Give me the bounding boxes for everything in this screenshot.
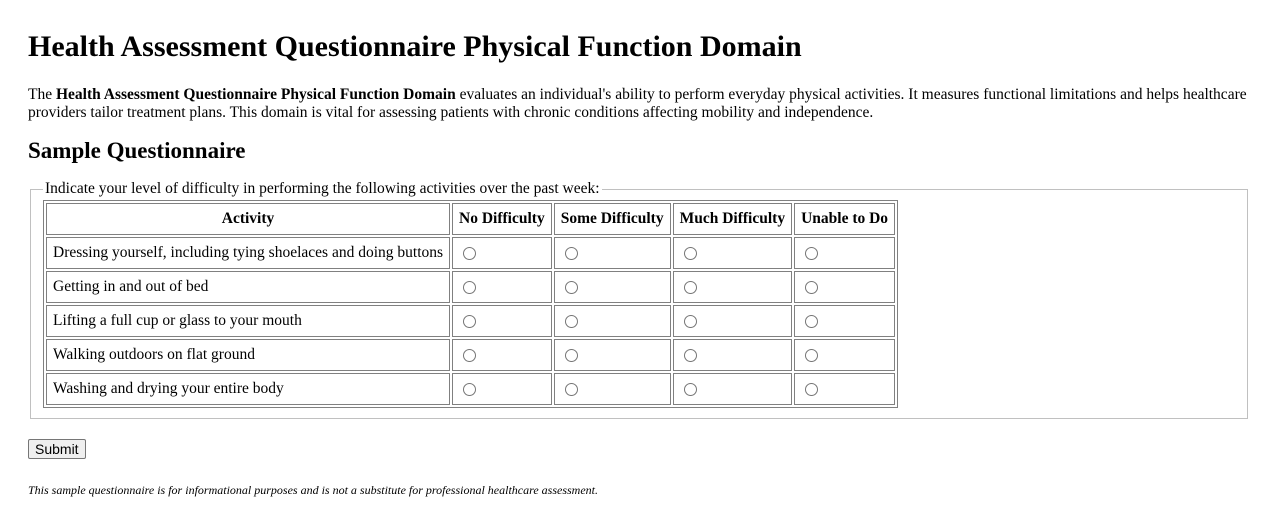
radio-cell — [673, 271, 792, 303]
questionnaire-fieldset — [30, 180, 1248, 419]
activity-label: Getting in and out of bed — [46, 271, 450, 303]
table-row — [46, 305, 895, 337]
radio-cell — [673, 305, 792, 337]
difficulty-radio[interactable] — [565, 349, 578, 362]
questionnaire-table — [43, 200, 898, 408]
intro-bold: Health Assessment Questionnaire Physical Function Domain — [55, 86, 456, 103]
table-row — [46, 271, 895, 303]
intro-lead: The — [28, 86, 56, 103]
table-row — [46, 237, 895, 269]
radio-cell — [794, 271, 895, 303]
difficulty-radio[interactable] — [463, 281, 476, 294]
radio-cell — [673, 339, 792, 371]
radio-cell — [452, 339, 552, 371]
radio-cell — [794, 305, 895, 337]
activity-label: Washing and drying your entire body — [46, 373, 450, 405]
radio-cell — [554, 305, 671, 337]
difficulty-radio[interactable] — [684, 281, 697, 294]
radio-cell — [554, 237, 671, 269]
column-header: Some Difficulty — [554, 203, 671, 235]
page-title: Health Assessment Questionnaire Physical Function Domain — [28, 30, 802, 63]
difficulty-radio[interactable] — [684, 383, 697, 396]
column-header: Unable to Do — [794, 203, 895, 235]
radio-cell — [794, 373, 895, 405]
difficulty-radio[interactable] — [565, 247, 578, 260]
difficulty-radio[interactable] — [805, 383, 818, 396]
radio-cell — [554, 373, 671, 405]
difficulty-radio[interactable] — [805, 349, 818, 362]
activity-label: Dressing yourself, including tying shoelaces and doing buttons — [46, 237, 450, 269]
difficulty-radio[interactable] — [463, 315, 476, 328]
radio-cell — [452, 305, 552, 337]
difficulty-radio[interactable] — [684, 315, 697, 328]
intro-paragraph — [28, 86, 1250, 122]
table-row — [46, 339, 895, 371]
disclaimer-note: This sample questionnaire is for informational purposes and is not a substitute for professional healthcare assessment. — [28, 483, 599, 497]
radio-cell — [452, 237, 552, 269]
difficulty-radio[interactable] — [684, 247, 697, 260]
radio-cell — [673, 237, 792, 269]
activity-label: Lifting a full cup or glass to your mouth — [46, 305, 450, 337]
radio-cell — [554, 271, 671, 303]
column-header: Much Difficulty — [673, 203, 792, 235]
difficulty-radio[interactable] — [805, 315, 818, 328]
fieldset-legend: Indicate your level of difficulty in performing the following activities over the past week: — [45, 180, 600, 197]
questionnaire-form — [28, 180, 1250, 459]
radio-cell — [452, 373, 552, 405]
intro-rest: evaluates an individual's ability to perform everyday physical activities. It measures functional limitations and helps healthcare providers tailor treatment plans. This domain is vital for assessing patients with chronic conditions affecting mobility and independence. — [28, 86, 1247, 121]
radio-cell — [794, 339, 895, 371]
difficulty-radio[interactable] — [805, 247, 818, 260]
difficulty-radio[interactable] — [684, 349, 697, 362]
difficulty-radio[interactable] — [565, 383, 578, 396]
difficulty-radio[interactable] — [565, 281, 578, 294]
radio-cell — [673, 373, 792, 405]
radio-cell — [554, 339, 671, 371]
difficulty-radio[interactable] — [805, 281, 818, 294]
difficulty-radio[interactable] — [463, 247, 476, 260]
radio-cell — [452, 271, 552, 303]
activity-label: Walking outdoors on flat ground — [46, 339, 450, 371]
difficulty-radio[interactable] — [463, 383, 476, 396]
difficulty-radio[interactable] — [565, 315, 578, 328]
section-title: Sample Questionnaire — [28, 138, 246, 163]
column-header: No Difficulty — [452, 203, 552, 235]
table-row — [46, 373, 895, 405]
submit-button[interactable]: Submit — [28, 439, 86, 459]
difficulty-radio[interactable] — [463, 349, 476, 362]
radio-cell — [794, 237, 895, 269]
column-header: Activity — [46, 203, 450, 235]
